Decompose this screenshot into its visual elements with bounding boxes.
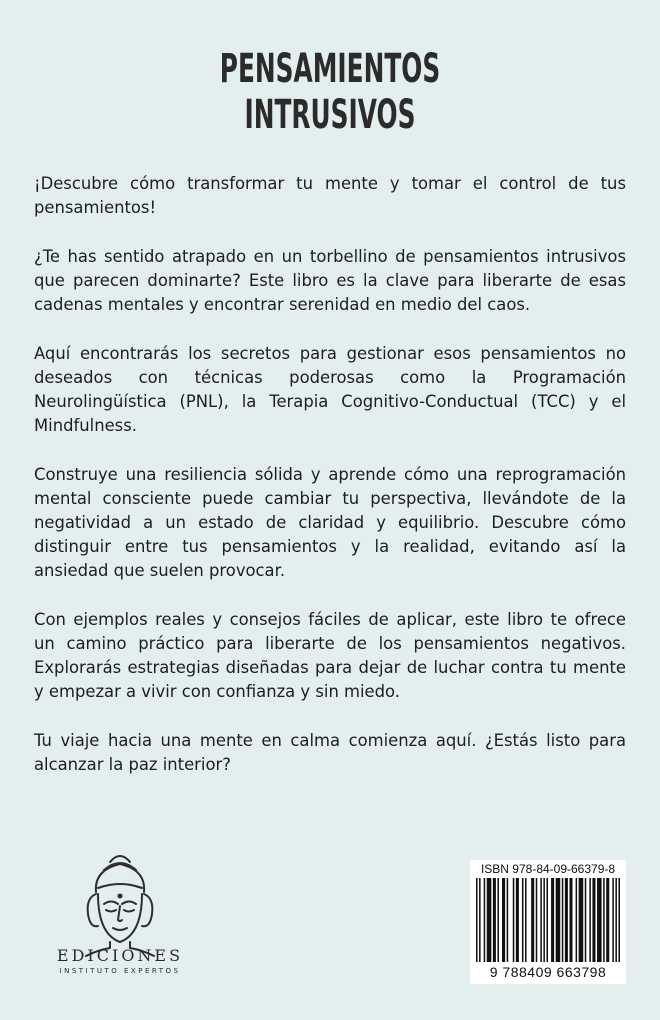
barcode-bar xyxy=(525,878,527,962)
barcode-bar xyxy=(536,878,538,962)
barcode-bar xyxy=(493,878,496,962)
barcode-bar xyxy=(606,878,609,962)
barcode-bar xyxy=(540,878,542,962)
barcode-bar xyxy=(597,878,602,962)
paragraph-3: Aquí encontrarás los secretos para gestionar esos pensamientos no deseados con técnicas poderosas como la Programación Neurolingüística (PNL), la Terapia Cognitivo-Conductual (TCC) y el Mindfulness. xyxy=(34,344,626,435)
barcode-bar xyxy=(516,878,519,962)
barcode-bars xyxy=(476,878,620,962)
barcode-bar xyxy=(479,878,481,962)
barcode-bar xyxy=(576,878,578,962)
paragraph-6: Tu viaje hacia una mente en calma comienza aquí. ¿Estás listo para alcanzar la paz interior? xyxy=(34,731,626,774)
barcode-bar xyxy=(522,878,524,962)
barcode-bar xyxy=(589,878,591,962)
barcode-number: 9 788409 663798 xyxy=(489,964,607,980)
paragraph-4: Construye una resiliencia sólida y aprende cómo una reprogramación mental consciente puede cambiar tu perspectiva, llevándote de la negatividad a un estado de claridad y equilibrio. Descubre cómo distinguir entre tus pensamientos y la realidad, evitando así la ansiedad que suelen provocar. xyxy=(34,465,626,580)
barcode-bar xyxy=(603,878,605,962)
barcode-bar xyxy=(502,878,505,962)
barcode-bar xyxy=(562,878,564,962)
barcode-bar xyxy=(513,878,515,962)
title-line-2: INTRUSIVOS xyxy=(244,92,416,138)
barcode-bar xyxy=(546,878,548,962)
barcode-bar xyxy=(579,878,584,962)
barcode-bar xyxy=(585,878,587,962)
barcode-bar xyxy=(551,878,554,962)
barcode-bar xyxy=(507,878,509,962)
book-title xyxy=(0,46,660,138)
barcode-bar xyxy=(615,878,617,962)
barcode-bar xyxy=(487,878,492,962)
paragraph-5: Con ejemplos reales y consejos fáciles de aplicar, este libro te ofrece un camino práctico para liberarte de los pensamientos negativos. Explorarás estrategias diseñadas para dejar de luchar contra tu mente y empezar a vivir con confianza y sin miedo. xyxy=(34,610,626,701)
paragraph-1: ¡Descubre cómo transformar tu mente y tomar el control de tus pensamientos! xyxy=(34,174,626,217)
barcode-bar xyxy=(569,878,572,962)
barcode-bar xyxy=(531,878,534,962)
publisher-subtitle: INSTITUTO EXPERTOS xyxy=(59,967,181,975)
barcode-bar xyxy=(565,878,568,962)
back-cover-description xyxy=(34,172,626,802)
barcode-bar xyxy=(556,878,561,962)
barcode-bar xyxy=(543,878,545,962)
barcode-bar xyxy=(592,878,595,962)
isbn-barcode xyxy=(470,860,626,984)
barcode-bar xyxy=(618,878,620,962)
barcode-bar xyxy=(476,878,478,962)
barcode-bar xyxy=(484,878,486,962)
barcode-bar xyxy=(497,878,499,962)
barcode-bar xyxy=(612,878,614,962)
paragraph-2: ¿Te has sentido atrapado en un torbellino de pensamientos intrusivos que parecen dominarte? Este libro es la clave para liberarte de esas cadenas mentales y encontrar serenidad en medio del caos. xyxy=(34,247,626,314)
publisher-name: EDICIONES xyxy=(56,946,184,965)
isbn-label: ISBN 978-84-09-66379-8 xyxy=(480,862,616,876)
title-line-1: PENSAMIENTOS xyxy=(219,46,441,92)
